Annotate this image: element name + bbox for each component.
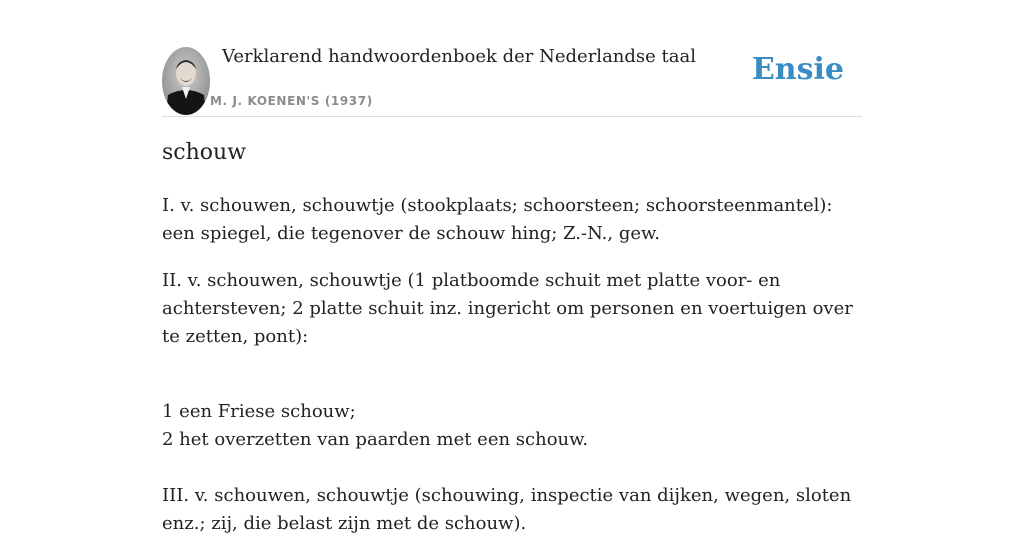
author-portrait-icon [162, 47, 210, 115]
example-2: 2 het overzetten van paarden met een schouw. [162, 429, 589, 450]
entry-body [162, 192, 862, 557]
example-1: 1 een Friese schouw; [162, 401, 356, 422]
author-credit: M. J. KOENEN'S (1937) [210, 94, 373, 108]
ensie-logo-link[interactable]: Ensie [751, 52, 844, 87]
definition-3: III. v. schouwen, schouwtje (schouwing, inspectie van dijken, wegen, sloten enz.; zij, die belast zijn met de schouw). [162, 485, 852, 534]
dictionary-page [162, 0, 862, 534]
definition-2: II. v. schouwen, schouwtje (1 platboomde schuit met platte voor- en achtersteven; 2 platte schuit inz. ingericht om personen en voertuigen over te zetten, pont): [162, 270, 853, 347]
entry-headword: schouw [162, 140, 247, 165]
spacer [162, 454, 862, 482]
page-header [162, 0, 862, 117]
spacer [162, 370, 862, 398]
definition-1: I. v. schouwen, schouwtje (stookplaats; schoorsteen; schoorsteenmantel): een spiegel, die tegenover de schouw hing; Z.-N., gew. [162, 195, 833, 244]
dictionary-title: Verklarend handwoordenboek der Nederlandse taal [222, 46, 696, 67]
